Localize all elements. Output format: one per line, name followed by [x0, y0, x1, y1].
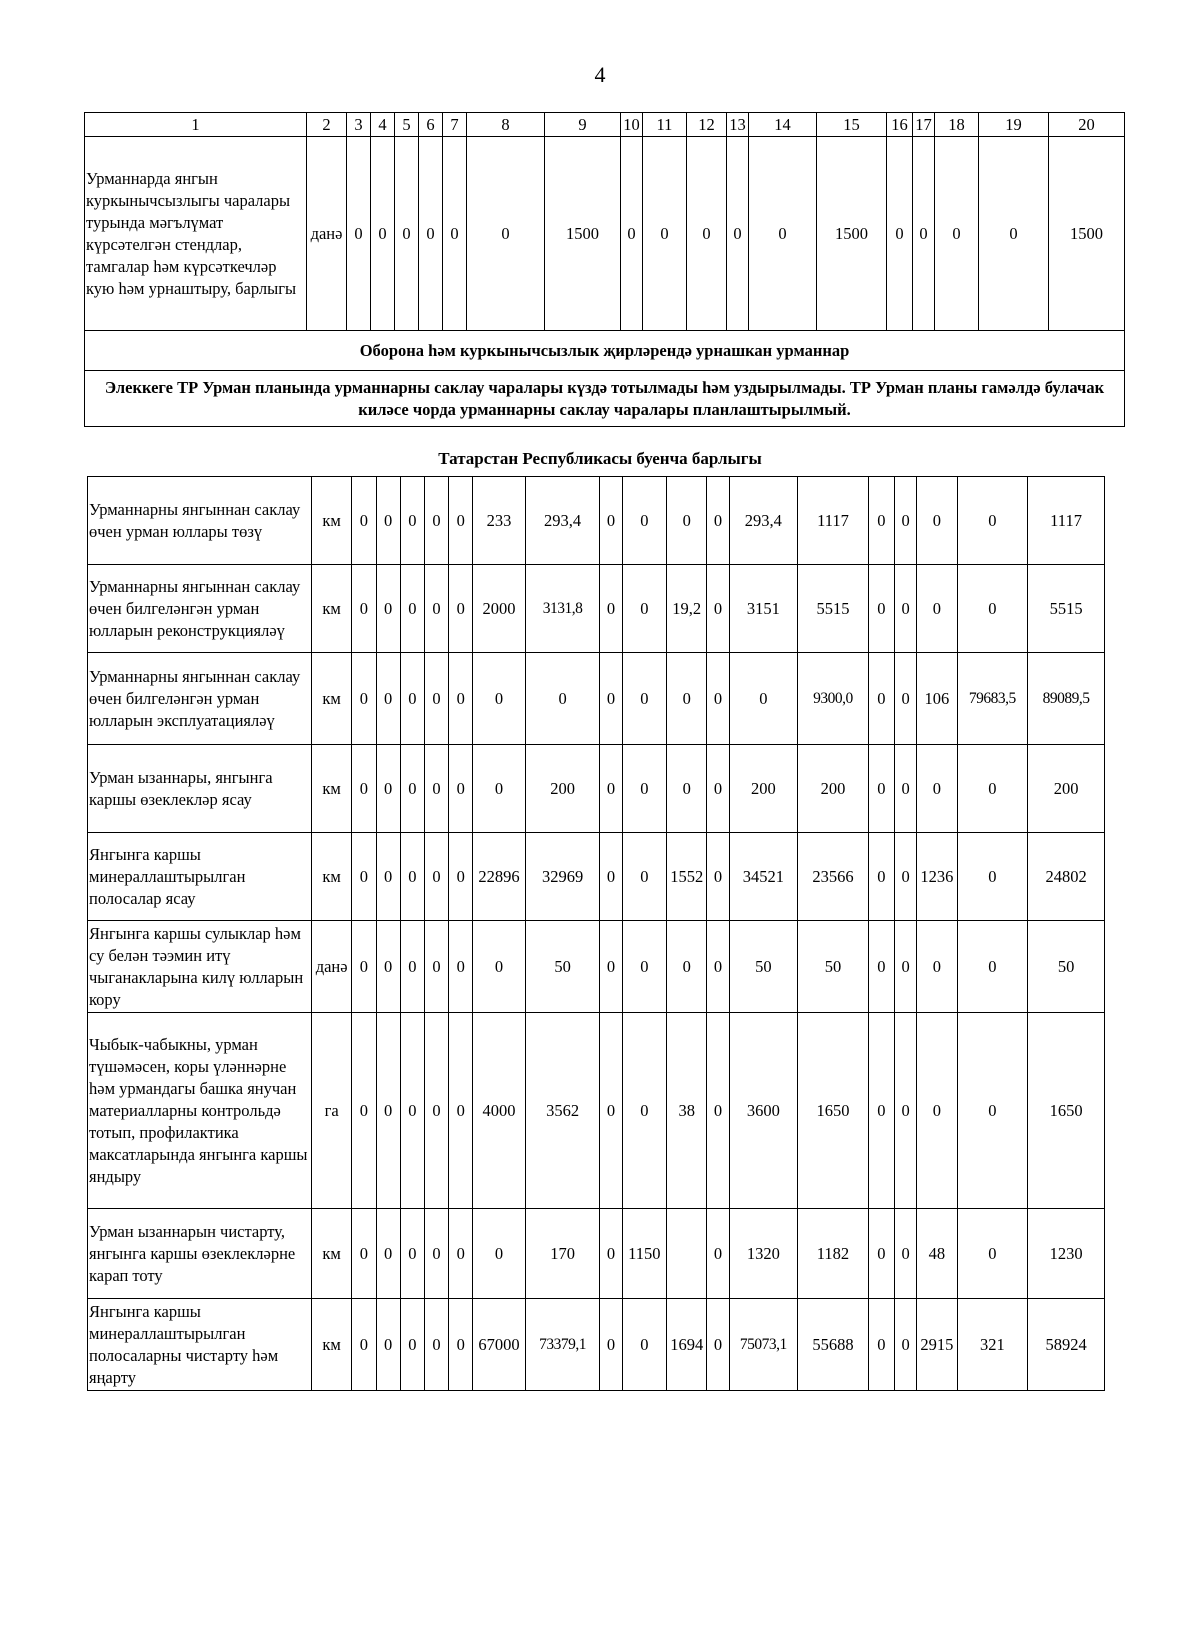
row-unit: км — [311, 653, 351, 745]
value-col-14: 293,4 — [729, 477, 798, 565]
value-col-15: 23566 — [798, 833, 869, 921]
row-name: Янгынга каршы минераллаштырылган полосалар ясау — [88, 833, 312, 921]
value-col-20: 200 — [1028, 745, 1105, 833]
value-col-17: 0 — [894, 1299, 916, 1391]
row-unit: данә — [307, 137, 347, 331]
value-col-7: 0 — [449, 565, 473, 653]
value-col-7: 0 — [449, 921, 473, 1013]
value-col-5: 0 — [400, 653, 424, 745]
value-col-20: 24802 — [1028, 833, 1105, 921]
value-col-8: 0 — [473, 1209, 525, 1299]
value-col-19: 0 — [957, 1013, 1028, 1209]
value-col-9: 32969 — [525, 833, 600, 921]
value-col-6: 0 — [424, 833, 448, 921]
value-col-20: 1650 — [1028, 1013, 1105, 1209]
row-unit: км — [311, 565, 351, 653]
value-col-13: 0 — [707, 1013, 729, 1209]
value-col-13: 0 — [707, 1209, 729, 1299]
value-col-16: 0 — [868, 833, 894, 921]
value-col-4: 0 — [376, 745, 400, 833]
value-col-6: 0 — [419, 137, 443, 331]
value-col-14: 50 — [729, 921, 798, 1013]
value-col-18: 1236 — [917, 833, 957, 921]
row-name: Урманнарда янгын куркынычсызлыгы чаралары турында мәгълүмат күрсәтелгән стендлар, тамгалар һәм күрсәткечләр кую һәм урнаштыру, барлыгы — [85, 137, 307, 331]
value-col-9: 1500 — [545, 137, 621, 331]
value-col-18: 2915 — [917, 1299, 957, 1391]
value-col-7: 0 — [449, 1299, 473, 1391]
row-name: Чыбык-чабыкны, урман түшәмәсен, коры үләннәрне һәм урмандагы башка янучан материалларны контрольдә тотып, профилактика максатларында янгынга каршы яндыру — [88, 1013, 312, 1209]
value-col-7: 0 — [449, 653, 473, 745]
value-col-16: 0 — [868, 477, 894, 565]
table-row — [88, 1013, 1105, 1209]
row-unit: км — [311, 745, 351, 833]
value-col-9: 0 — [525, 653, 600, 745]
value-col-3: 0 — [352, 921, 376, 1013]
value-col-19: 0 — [957, 1209, 1028, 1299]
row-name: Урманнарны янгыннан саклау өчен урман юллары төзү — [88, 477, 312, 565]
row-unit: данә — [311, 921, 351, 1013]
value-col-10: 0 — [600, 1013, 622, 1209]
value-col-3: 0 — [352, 1013, 376, 1209]
value-col-3: 0 — [347, 137, 371, 331]
column-number-15: 15 — [817, 113, 887, 137]
value-col-4: 0 — [376, 921, 400, 1013]
value-col-6: 0 — [424, 565, 448, 653]
value-col-20: 5515 — [1028, 565, 1105, 653]
value-col-3: 0 — [352, 1209, 376, 1299]
value-col-14: 34521 — [729, 833, 798, 921]
value-col-10: 0 — [600, 1299, 622, 1391]
value-col-6: 0 — [424, 1013, 448, 1209]
value-col-19: 79683,5 — [957, 653, 1028, 745]
value-col-16: 0 — [868, 921, 894, 1013]
value-col-14: 0 — [729, 653, 798, 745]
table-row — [88, 1299, 1105, 1391]
value-col-15: 50 — [798, 921, 869, 1013]
column-number-9: 9 — [545, 113, 621, 137]
value-col-19: 0 — [957, 833, 1028, 921]
value-col-5: 0 — [400, 745, 424, 833]
value-col-11: 1150 — [622, 1209, 666, 1299]
top-table — [84, 112, 1125, 427]
value-col-3: 0 — [352, 833, 376, 921]
value-col-13: 0 — [707, 833, 729, 921]
value-col-8: 22896 — [473, 833, 525, 921]
value-col-12: 19,2 — [667, 565, 707, 653]
table-row — [88, 653, 1105, 745]
column-number-7: 7 — [443, 113, 467, 137]
table-row — [88, 745, 1105, 833]
value-col-10: 0 — [600, 653, 622, 745]
value-col-12: 0 — [667, 477, 707, 565]
value-col-20: 1117 — [1028, 477, 1105, 565]
value-col-10: 0 — [600, 477, 622, 565]
value-col-20: 50 — [1028, 921, 1105, 1013]
value-col-16: 0 — [868, 565, 894, 653]
column-number-20: 20 — [1049, 113, 1125, 137]
value-col-15: 1650 — [798, 1013, 869, 1209]
column-number-10: 10 — [621, 113, 643, 137]
value-col-11: 0 — [622, 477, 666, 565]
value-col-16: 0 — [868, 745, 894, 833]
value-col-5: 0 — [400, 921, 424, 1013]
value-col-18: 0 — [935, 137, 979, 331]
value-col-7: 0 — [449, 477, 473, 565]
value-col-17: 0 — [894, 1013, 916, 1209]
column-number-8: 8 — [467, 113, 545, 137]
value-col-19: 0 — [957, 921, 1028, 1013]
table-row — [88, 565, 1105, 653]
value-col-17: 0 — [894, 565, 916, 653]
value-col-5: 0 — [400, 833, 424, 921]
value-col-17: 0 — [913, 137, 935, 331]
value-col-9: 73379,1 — [525, 1299, 600, 1391]
value-col-13: 0 — [707, 921, 729, 1013]
section-note: Элеккеге ТР Урман планында урманнарны саклау чаралары күздә тотылмады һәм уздырылмады. ТР Урман планы гамәлдә булачак киләсе чорда урманнарны саклау чаралары планлаштырылмый. — [85, 371, 1125, 427]
value-col-9: 170 — [525, 1209, 600, 1299]
value-col-7: 0 — [449, 745, 473, 833]
column-number-5: 5 — [395, 113, 419, 137]
value-col-8: 2000 — [473, 565, 525, 653]
value-col-6: 0 — [424, 1299, 448, 1391]
value-col-4: 0 — [376, 833, 400, 921]
value-col-14: 200 — [729, 745, 798, 833]
value-col-9: 3131,8 — [525, 565, 600, 653]
value-col-11: 0 — [622, 1299, 666, 1391]
value-col-13: 0 — [727, 137, 749, 331]
value-col-8: 233 — [473, 477, 525, 565]
column-number-1: 1 — [85, 113, 307, 137]
value-col-18: 0 — [917, 921, 957, 1013]
value-col-13: 0 — [707, 653, 729, 745]
value-col-15: 1500 — [817, 137, 887, 331]
value-col-15: 9300,0 — [798, 653, 869, 745]
value-col-18: 48 — [917, 1209, 957, 1299]
value-col-16: 0 — [868, 653, 894, 745]
row-unit: га — [311, 1013, 351, 1209]
value-col-10: 0 — [600, 1209, 622, 1299]
value-col-11: 0 — [622, 653, 666, 745]
row-unit: км — [311, 833, 351, 921]
value-col-12: 0 — [667, 653, 707, 745]
row-unit: км — [311, 1209, 351, 1299]
value-col-3: 0 — [352, 653, 376, 745]
column-number-11: 11 — [643, 113, 687, 137]
column-number-row — [85, 113, 1125, 137]
value-col-16: 0 — [887, 137, 913, 331]
value-col-12: 1694 — [667, 1299, 707, 1391]
value-col-12: 1552 — [667, 833, 707, 921]
value-col-11: 0 — [622, 921, 666, 1013]
section-title-row — [85, 331, 1125, 371]
value-col-3: 0 — [352, 1299, 376, 1391]
table-row — [88, 477, 1105, 565]
column-number-16: 16 — [887, 113, 913, 137]
value-col-7: 0 — [449, 1209, 473, 1299]
value-col-8: 0 — [473, 653, 525, 745]
value-col-9: 200 — [525, 745, 600, 833]
value-col-15: 200 — [798, 745, 869, 833]
value-col-8: 67000 — [473, 1299, 525, 1391]
value-col-12: 0 — [667, 745, 707, 833]
row-name: Урманнарны янгыннан саклау өчен билгеләнгән урман юлларын эксплуатацияләү — [88, 653, 312, 745]
value-col-9: 3562 — [525, 1013, 600, 1209]
value-col-19: 0 — [957, 477, 1028, 565]
section-note-row — [85, 371, 1125, 427]
table-row — [88, 833, 1105, 921]
value-col-6: 0 — [424, 921, 448, 1013]
value-col-10: 0 — [600, 745, 622, 833]
table-row — [88, 1209, 1105, 1299]
value-col-11: 0 — [643, 137, 687, 331]
column-number-3: 3 — [347, 113, 371, 137]
row-name: Янгынга каршы минераллаштырылган полосаларны чистарту һәм яңарту — [88, 1299, 312, 1391]
value-col-14: 3151 — [729, 565, 798, 653]
value-col-18: 0 — [917, 1013, 957, 1209]
value-col-18: 0 — [917, 565, 957, 653]
value-col-13: 0 — [707, 477, 729, 565]
value-col-15: 55688 — [798, 1299, 869, 1391]
value-col-14: 1320 — [729, 1209, 798, 1299]
value-col-4: 0 — [376, 1013, 400, 1209]
column-number-17: 17 — [913, 113, 935, 137]
row-name: Янгынга каршы сулыклар һәм су белән тәэмин итү чыганакларына килү юлларын кору — [88, 921, 312, 1013]
value-col-10: 0 — [600, 565, 622, 653]
value-col-17: 0 — [894, 1209, 916, 1299]
section-title-total: Татарстан Республикасы буенча барлыгы — [438, 449, 762, 468]
value-col-11: 0 — [622, 745, 666, 833]
row-unit: км — [311, 477, 351, 565]
table-row — [85, 137, 1125, 331]
value-col-11: 0 — [622, 1013, 666, 1209]
value-col-13: 0 — [707, 1299, 729, 1391]
value-col-4: 0 — [376, 1209, 400, 1299]
value-col-5: 0 — [400, 477, 424, 565]
value-col-3: 0 — [352, 477, 376, 565]
value-col-18: 0 — [917, 745, 957, 833]
value-col-8: 0 — [473, 921, 525, 1013]
row-name: Урман ызаннарын чистарту, янгынга каршы өзеклекләрне карап тоту — [88, 1209, 312, 1299]
value-col-12: 0 — [667, 921, 707, 1013]
value-col-5: 0 — [400, 565, 424, 653]
value-col-15: 1182 — [798, 1209, 869, 1299]
value-col-8: 0 — [467, 137, 545, 331]
value-col-20: 1230 — [1028, 1209, 1105, 1299]
value-col-6: 0 — [424, 745, 448, 833]
value-col-18: 0 — [917, 477, 957, 565]
value-col-8: 4000 — [473, 1013, 525, 1209]
value-col-20: 89089,5 — [1028, 653, 1105, 745]
value-col-4: 0 — [376, 1299, 400, 1391]
value-col-10: 0 — [600, 921, 622, 1013]
value-col-4: 0 — [376, 653, 400, 745]
value-col-19: 0 — [957, 745, 1028, 833]
value-col-5: 0 — [400, 1299, 424, 1391]
row-unit: км — [311, 1299, 351, 1391]
value-col-14: 75073,1 — [729, 1299, 798, 1391]
column-number-6: 6 — [419, 113, 443, 137]
column-number-12: 12 — [687, 113, 727, 137]
value-col-4: 0 — [371, 137, 395, 331]
value-col-7: 0 — [449, 1013, 473, 1209]
value-col-13: 0 — [707, 565, 729, 653]
value-col-3: 0 — [352, 745, 376, 833]
value-col-17: 0 — [894, 921, 916, 1013]
column-number-19: 19 — [979, 113, 1049, 137]
value-col-15: 1117 — [798, 477, 869, 565]
value-col-16: 0 — [868, 1299, 894, 1391]
value-col-15: 5515 — [798, 565, 869, 653]
value-col-16: 0 — [868, 1013, 894, 1209]
value-col-5: 0 — [395, 137, 419, 331]
value-col-6: 0 — [424, 653, 448, 745]
value-col-14: 0 — [749, 137, 817, 331]
value-col-3: 0 — [352, 565, 376, 653]
value-col-11: 0 — [622, 565, 666, 653]
value-col-9: 50 — [525, 921, 600, 1013]
table-row — [88, 921, 1105, 1013]
row-name: Урман ызаннары, янгынга каршы өзеклекләр ясау — [88, 745, 312, 833]
value-col-19: 0 — [979, 137, 1049, 331]
value-col-16: 0 — [868, 1209, 894, 1299]
value-col-12: 0 — [687, 137, 727, 331]
value-col-17: 0 — [894, 477, 916, 565]
value-col-17: 0 — [894, 653, 916, 745]
column-number-13: 13 — [727, 113, 749, 137]
value-col-7: 0 — [443, 137, 467, 331]
main-table — [87, 476, 1105, 1391]
column-number-18: 18 — [935, 113, 979, 137]
value-col-11: 0 — [622, 833, 666, 921]
value-col-6: 0 — [424, 1209, 448, 1299]
value-col-12: 38 — [667, 1013, 707, 1209]
value-col-14: 3600 — [729, 1013, 798, 1209]
page-number: 4 — [594, 62, 606, 87]
value-col-9: 293,4 — [525, 477, 600, 565]
value-col-19: 0 — [957, 565, 1028, 653]
column-number-2: 2 — [307, 113, 347, 137]
value-col-4: 0 — [376, 565, 400, 653]
value-col-12 — [667, 1209, 707, 1299]
value-col-20: 1500 — [1049, 137, 1125, 331]
value-col-17: 0 — [894, 745, 916, 833]
value-col-6: 0 — [424, 477, 448, 565]
value-col-10: 0 — [621, 137, 643, 331]
value-col-5: 0 — [400, 1013, 424, 1209]
value-col-5: 0 — [400, 1209, 424, 1299]
value-col-7: 0 — [449, 833, 473, 921]
section-title: Оборона һәм куркынычсызлык җирләрендә урнашкан урманнар — [85, 331, 1125, 371]
value-col-20: 58924 — [1028, 1299, 1105, 1391]
column-number-14: 14 — [749, 113, 817, 137]
value-col-10: 0 — [600, 833, 622, 921]
column-number-4: 4 — [371, 113, 395, 137]
value-col-19: 321 — [957, 1299, 1028, 1391]
value-col-4: 0 — [376, 477, 400, 565]
value-col-13: 0 — [707, 745, 729, 833]
value-col-18: 106 — [917, 653, 957, 745]
row-name: Урманнарны янгыннан саклау өчен билгеләнгән урман юлларын реконструкцияләү — [88, 565, 312, 653]
value-col-17: 0 — [894, 833, 916, 921]
value-col-8: 0 — [473, 745, 525, 833]
